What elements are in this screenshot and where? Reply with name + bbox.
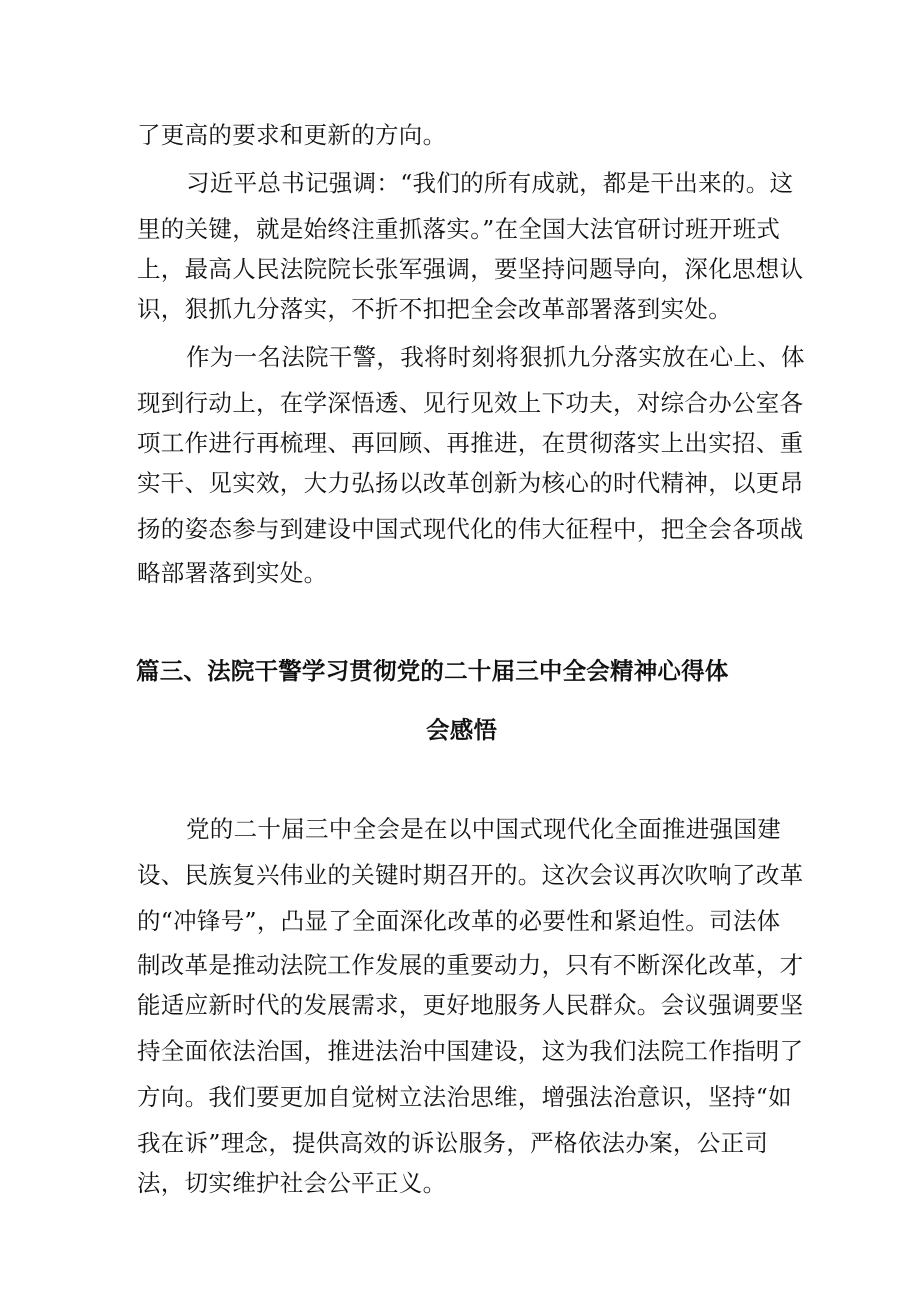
paragraph-2-line-6: 略部署落到实处。	[137, 559, 328, 587]
paragraph-2-line-4: 实干、见实效，大力弘扬以改革创新为核心的时代精神，以更昂	[137, 469, 804, 497]
paragraph-2-line-3: 项工作进行再梳理、再回顾、再推进，在贯彻落实上出实招、重	[137, 429, 804, 457]
section-heading-line-2: 会感悟	[426, 716, 498, 744]
paragraph-2-line-5: 扬的姿态参与到建设中国式现代化的伟大征程中，把全会各项战	[137, 515, 804, 543]
paragraph-3-line-1: 党的二十届三中全会是在以中国式现代化全面推进强国建	[186, 815, 781, 843]
paragraph-2-line-1: 作为一名法院干警，我将时刻将狠抓九分落实放在心上、体	[186, 343, 805, 371]
section-heading-line-1: 篇三、法院干警学习贯彻党的二十届三中全会精神心得体	[136, 657, 729, 685]
paragraph-continuation-line: 了更高的要求和更新的方向。	[137, 121, 447, 149]
paragraph-1-line-3: 上，最高人民法院院长张军强调，要坚持问题导向，深化思想认	[137, 255, 804, 283]
paragraph-3-line-7: 方向。我们要更加自觉树立法治思维，增强法治意识，坚持“如	[137, 1083, 792, 1111]
paragraph-3-line-3: 的“冲锋号”，凸显了全面深化改革的必要性和紧迫性。司法体	[137, 907, 781, 935]
paragraph-3-line-4: 制改革是推动法院工作发展的重要动力，只有不断深化改革，才	[137, 951, 804, 979]
paragraph-3-line-6: 持全面依法治国，推进法治中国建设，这为我们法院工作指明了	[137, 1037, 804, 1065]
paragraph-1-line-2: 里的关键，就是始终注重抓落实。”在全国大法官研讨班开班式	[137, 215, 781, 243]
paragraph-1-line-4: 识，狠抓九分落实，不折不扣把全会改革部署落到实处。	[137, 295, 732, 323]
paragraph-3-line-2: 设、民族复兴伟业的关键时期召开的。这次会议再次吹响了改革	[137, 861, 804, 889]
paragraph-3-line-9: 法，切实维护社会公平正义。	[137, 1169, 447, 1197]
paragraph-3-line-5: 能适应新时代的发展需求，更好地服务人民群众。会议强调要坚	[137, 991, 804, 1019]
paragraph-2-line-2: 现到行动上，在学深悟透、见行见效上下功夫，对综合办公室各	[137, 389, 804, 417]
paragraph-1-line-1: 习近平总书记强调：“我们的所有成就，都是干出来的。这	[186, 169, 794, 197]
paragraph-3-line-8: 我在诉”理念，提供高效的诉讼服务，严格依法办案，公正司	[137, 1129, 769, 1157]
